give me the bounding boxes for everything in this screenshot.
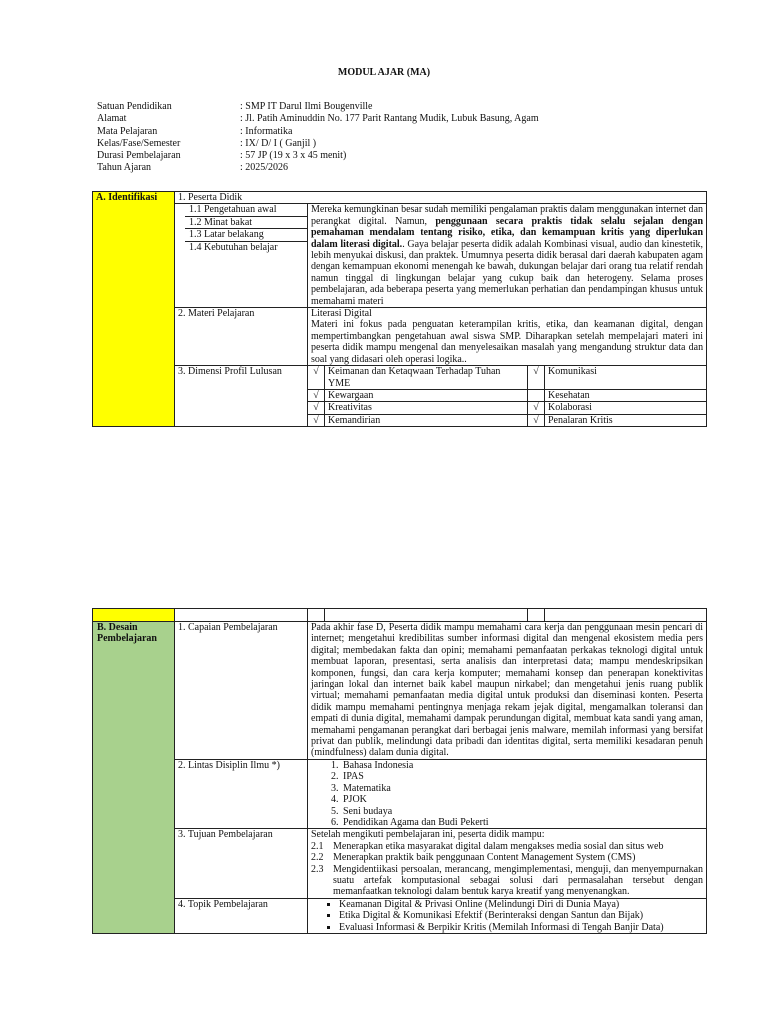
meta-row [97, 138, 539, 150]
peserta-text-2: . Gaya belajar peserta didik adalah Kombinasi visual, audio dan kinestetik, lebih menyukai diskusi, dan praktek. Umumnya peserta didik berasal dari daerah kabupaten agam dengan kemampuan ekonomi menengah ke bawah, dukungan belajar dari orang tua relatif rendah namun tinggal di lingkungan belajar yang cukup baik dan heterogeny. Selama proses pembelajaran, ada beberapa peserta yang memerlukan perhatian dan pendampingan khusus untuk memahami materi [311, 238, 704, 307]
page-title: MODUL AJAR (MA) [337, 67, 431, 78]
check-mark: √ [308, 402, 325, 414]
topik-list [311, 899, 703, 933]
tujuan-num: 2.1 [311, 840, 324, 852]
check-mark: √ [528, 402, 545, 414]
meta-label: Mata Pelajaran [97, 125, 158, 137]
meta-label: Alamat [97, 113, 127, 125]
meta-value: : SMP IT Darul Ilmi Bougenville [240, 101, 373, 112]
tujuan-text: Menerapkan etika masyarakat digital dalam mengakses media sosial dan situs web [333, 840, 664, 852]
dimensi-item: Kesehatan [545, 389, 707, 401]
list-item: 4. PJOK [341, 794, 703, 805]
list-item: ▪ Etika Digital & Komunikasi Efektif (Berinteraksi dengan Santun dan Bijak) [339, 910, 703, 921]
meta-row [97, 113, 539, 125]
tujuan-item [311, 864, 703, 898]
meta-label: Tahun Ajaran [97, 162, 152, 174]
check-mark: √ [528, 414, 545, 426]
list-item: 1. Bahasa Indonesia [341, 760, 703, 771]
tujuan-content [308, 829, 707, 898]
meta-label: Kelas/Fase/Semester [97, 137, 181, 149]
section-b-header: B. Desain Pembelajaran [93, 622, 175, 934]
empty-cell [325, 609, 528, 622]
dimensi-item: Penalaran Kritis [545, 414, 707, 426]
dimensi-item: Kolaborasi [545, 402, 707, 414]
meta-value: : 57 JP (19 x 3 x 45 menit) [240, 150, 347, 162]
dimensi-item: Kreativitas [325, 402, 528, 414]
module-meta [97, 101, 539, 175]
tujuan-label: 3. Tujuan Pembelajaran [175, 829, 308, 898]
desain-table [92, 608, 707, 934]
meta-label: Satuan Pendidikan [97, 101, 172, 112]
meta-value: : IX/ D/ I ( Ganjil ) [240, 137, 317, 149]
dimensi-item: Kemandirian [325, 414, 528, 426]
dimensi-item: Kewargaan [325, 389, 528, 401]
tujuan-intro: Setelah mengikuti pembelajaran ini, peserta didik mampu: [311, 829, 545, 841]
list-item: ▪ Evaluasi Informasi & Berpikir Kritis (Memilah Informasi di Tengah Banjir Data) [339, 922, 703, 933]
sub-item: 1.2 Minat bakat [185, 217, 307, 229]
list-item: 5. Seni budaya [341, 806, 703, 817]
peserta-didik-text [308, 204, 707, 308]
check-mark [528, 389, 545, 401]
materi-content [308, 308, 707, 366]
topik-label: 4. Topik Pembelajaran [175, 898, 308, 933]
peserta-didik-label: 1. Peserta Didik [175, 192, 707, 204]
meta-value: : Informatika [240, 125, 293, 137]
list-item: 2. IPAS [341, 771, 703, 782]
peserta-text-1: Mereka kemungkinan besar sudah memiliki pengalaman praktis dalam menggunakan internet dan perangkat digital. Namun, [311, 204, 704, 227]
meta-row [97, 150, 539, 162]
check-mark: √ [528, 366, 545, 390]
dimensi-label: 3. Dimensi Profil Lulusan [175, 366, 308, 427]
list-item: 6. Pendidikan Agama dan Budi Pekerti [341, 817, 703, 828]
identifikasi-table [92, 191, 707, 427]
list-item: 3. Matematika [341, 783, 703, 794]
meta-value: : 2025/2026 [240, 162, 289, 174]
empty-cell [528, 609, 545, 622]
empty-cell [308, 609, 325, 622]
empty-cell [175, 609, 308, 622]
meta-row [97, 126, 539, 138]
sub-item: 1.3 Latar belakang [185, 229, 307, 241]
meta-value: : Jl. Patih Aminuddin No. 177 Parit Rantang Mudik, Lubuk Basung, Agam [240, 113, 539, 125]
sub-item: 1.1 Pengetahuan awal [185, 204, 307, 216]
tujuan-item [311, 852, 703, 863]
lintas-list-cell [308, 759, 707, 828]
materi-title: Literasi Digital [311, 308, 372, 320]
peserta-text-bold: penggunaan secara praktis tidak selalu sejalan dengan pemahaman mendalam tentang risiko, etika, dan kemampuan kritis yang diperlukan dalam literasi digital. [311, 215, 704, 250]
capaian-text: Pada akhir fase D, Peserta didik mampu memahami cara kerja dan penggunaan mesin pencari di internet; mengetahui kredibilitas sumber informasi digital dan mengenal ekosistem media pers digital; membedakan fakta dan opini; memahami pemanfaatan perkakas teknologi digital untuk membuat laporan, presentasi, serta analisis dan interpretasi data; mampu mendeskripsikan komponen, fungsi, dan cara kerja komputer; memahami konsep dan penerapan konektivitas jaringan lokal dan internet baik kabel maupun nirkabel; dan mengetahui jenis ruang publik virtual; memahami pemanfaatan media digital untuk produksi dan diseminasi konten. Peserta didik mampu memahami pentingnya menjaga rekam jejak digital, mengamalkan toleransi dan empati di dunia digital, memahami dampak perundungan digital, membuat kata sandi yang aman, memahami pengamanan perangkat dari berbagai jenis malware, memilah informasi yang bersifat privat dan publik, melindungi data pribadi dan identitas digital, serta memiliki kesadaran penuh (mindfulness) dalam dunia digital. [308, 622, 707, 760]
lintas-label: 2. Lintas Disiplin Ilmu *) [175, 759, 308, 828]
meta-row [97, 101, 539, 113]
tujuan-text: Mengidentiikasi persoalan, merancang, mengimplementasi, menguji, dan menyempurnakan suatu artefak komputasional sebagai solusi dari permasalahan tersebut dengan memanfaatkan teknologi dalam bentuk karya kreatif yang menyenangkan. [333, 863, 703, 898]
dimensi-item: Komunikasi [545, 366, 707, 390]
meta-label: Durasi Pembelajaran [97, 150, 181, 162]
meta-row [97, 162, 539, 174]
tujuan-num: 2.3 [311, 863, 324, 875]
check-mark: √ [308, 389, 325, 401]
capaian-label: 1. Capaian Pembelajaran [175, 622, 308, 760]
check-mark: √ [308, 414, 325, 426]
list-item: ▪ Keamanan Digital & Privasi Online (Melindungi Diri di Dunia Maya) [339, 899, 703, 910]
tujuan-item [311, 841, 703, 852]
sub-items [175, 204, 308, 308]
materi-text: Materi ini fokus pada penguatan keterampilan kritis, etika, dan keamanan digital, dengan mempertimbangkan pengetahuan awal siswa SMP. Diharapkan setelah mempelajari materi ini peserta didik mampu mengenal dan menyelesaikan masalah yang mengandung struktur data dan soal yang didasari oleh operasi logika.. [311, 319, 704, 365]
tujuan-num: 2.2 [311, 852, 324, 864]
empty-cell [545, 609, 707, 622]
dimensi-item: Keimanan dan Ketaqwaan Terhadap Tuhan YME [325, 366, 528, 390]
sub-item: 1.4 Kebutuhan belajar [189, 241, 278, 253]
empty-cell [93, 609, 175, 622]
tujuan-text: Menerapkan praktik baik penggunaan Content Management System (CMS) [333, 852, 636, 864]
section-a-header: A. Identifikasi [93, 192, 175, 427]
check-mark: √ [308, 366, 325, 390]
topik-list-cell [308, 898, 707, 933]
lintas-list [311, 760, 703, 828]
materi-label: 2. Materi Pelajaran [175, 308, 308, 366]
